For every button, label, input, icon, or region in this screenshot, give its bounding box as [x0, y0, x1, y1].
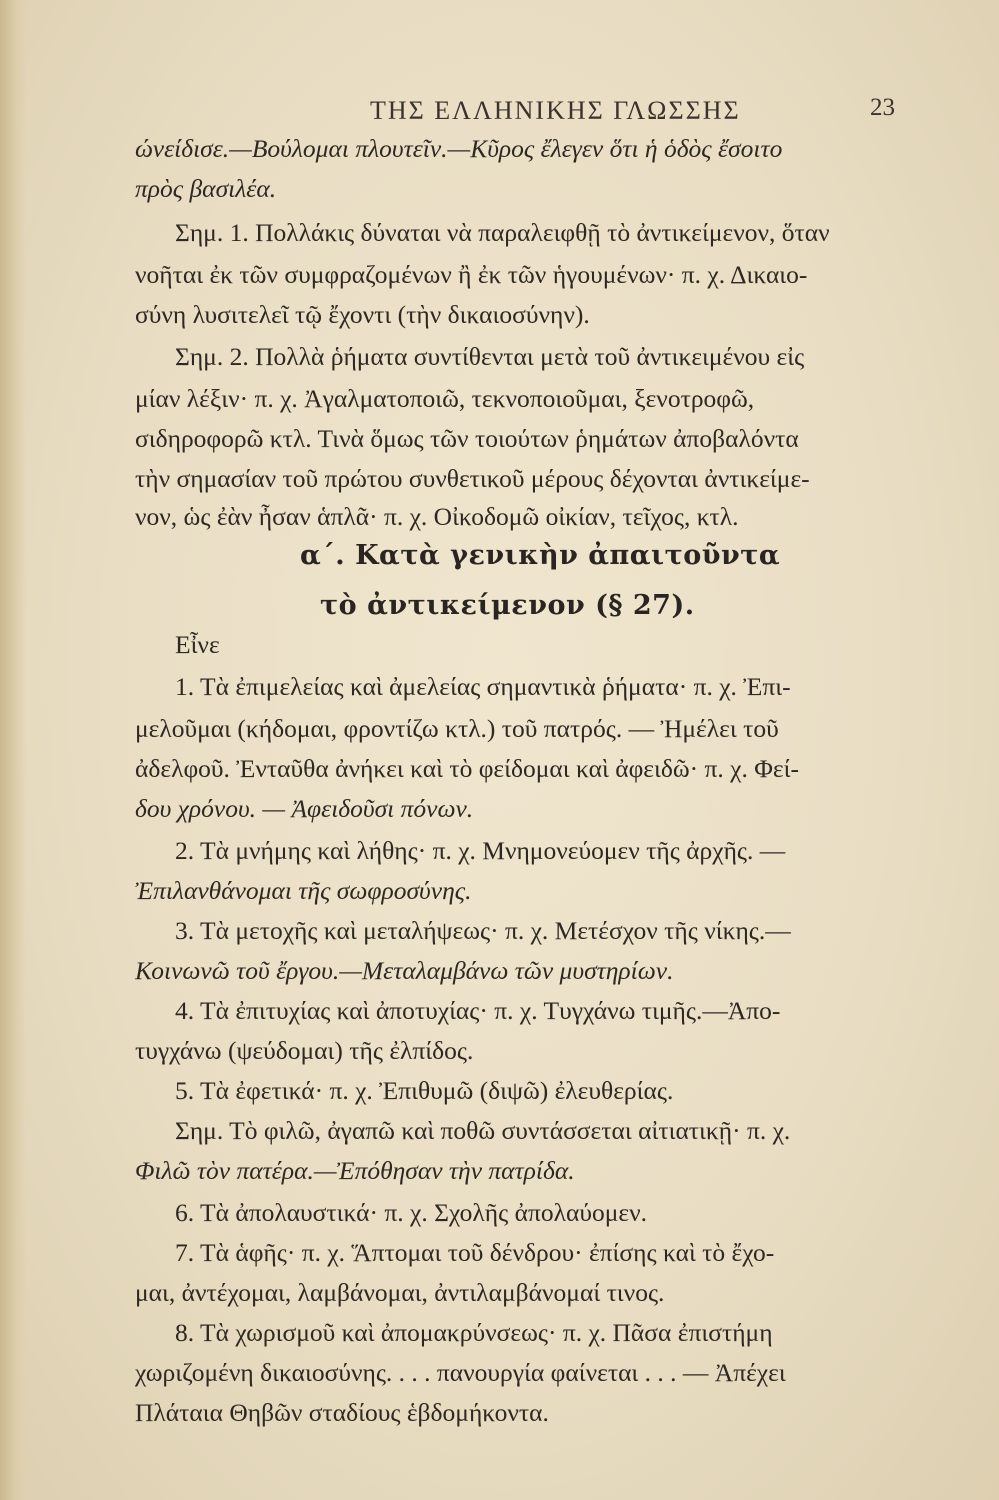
running-head: ΤΗΣ ΕΛΛΗΝΙΚΗΣ ΓΛΩΣΣΗΣ — [370, 96, 741, 125]
text-line: σιδηροφορῶ κτλ. Τινὰ ὅμως τῶν τοιούτων ῥημάτων ἀποβαλόντα — [135, 424, 799, 453]
text-line: Πλάταια Θηβῶν σταδίους ἑβδομήκοντα. — [135, 1398, 549, 1427]
text-line: 7. Τὰ ἁφῆς· π. χ. Ἅπτομαι τοῦ δένδρου· ἐπίσης καὶ τὸ ἔχο- — [175, 1238, 775, 1267]
section-title-line-2: τὸ ἀντικείμενον (§ 27). — [320, 590, 695, 621]
text-line: τὴν σημασίαν τοῦ πρώτου συνθετικοῦ μέρους δέχονται ἀντικείμε- — [135, 464, 810, 493]
text-line: Σημ. 1. Πολλάκις δύναται νὰ παραλειφθῇ τὸ ἀντικείμενον, ὅταν — [175, 218, 830, 247]
text-line: Κοινωνῶ τοῦ ἔργου.—Μεταλαμβάνω τῶν μυστηρίων. — [135, 956, 674, 985]
page-spine-shadow — [0, 0, 26, 1500]
text-line: νον, ὡς ἐὰν ἦσαν ἁπλᾶ· π. χ. Οἰκοδομῶ οἰκίαν, τεῖχος, κτλ. — [135, 502, 739, 531]
text-line: μίαν λέξιν· π. χ. Ἀγαλματοποιῶ, τεκνοποιοῦμαι, ξενοτροφῶ, — [135, 384, 755, 413]
text-line: 2. Τὰ μνήμης καὶ λήθης· π. χ. Μνημονεύομεν τῆς ἀρχῆς. — — [175, 836, 786, 865]
text-line: σύνη λυσιτελεῖ τῷ ἔχοντι (τὴν δικαιοσύνην). — [135, 300, 590, 329]
text-line: νοῆται ἐκ τῶν συμφραζομένων ἢ ἐκ τῶν ἡγουμένων· π. χ. Δικαιο- — [135, 260, 808, 289]
text-line: Φιλῶ τὸν πατέρα.—Ἐπόθησαν τὴν πατρίδα. — [135, 1156, 575, 1185]
text-line: χωριζομένη δικαιοσύνης. . . . πανουργία φαίνεται . . . — Ἀπέχει — [135, 1358, 786, 1387]
text-line: μαι, ἀντέχομαι, λαμβάνομαι, ἀντιλαμβάνομαί τινος. — [135, 1278, 665, 1307]
text-line: 5. Τὰ ἐφετικά· π. χ. Ἐπιθυμῶ (διψῶ) ἐλευθερίας. — [175, 1076, 674, 1105]
text-line: 3. Τὰ μετοχῆς καὶ μεταλήψεως· π. χ. Μετέσχον τῆς νίκης.— — [175, 916, 791, 945]
text-line: 4. Τὰ ἐπιτυχίας καὶ ἀποτυχίας· π. χ. Τυγχάνω τιμῆς.—Ἀπο- — [175, 996, 781, 1025]
page-header — [0, 96, 999, 132]
text-line: δου χρόνου. — Ἀφειδοῦσι πόνων. — [135, 794, 474, 823]
text-line: Ἐπιλανθάνομαι τῆς σωφροσύνης. — [135, 876, 472, 905]
text-line: Σημ. 2. Πολλὰ ῥήματα συντίθενται μετὰ τοῦ ἀντικειμένου εἰς — [175, 342, 805, 371]
text-line: 1. Τὰ ἐπιμελείας καὶ ἀμελείας σημαντικὰ ῥήματα· π. χ. Ἐπι- — [175, 672, 791, 701]
text-line: μελοῦμαι (κήδομαι, φροντίζω κτλ.) τοῦ πατρός. — Ἠμέλει τοῦ — [135, 714, 779, 743]
text-line: τυγχάνω (ψεύδομαι) τῆς ἐλπίδος. — [135, 1036, 474, 1065]
text-line: ἀδελφοῦ. Ἐνταῦθα ἀνήκει καὶ τὸ φείδομαι καὶ ἀφειδῶ· π. χ. Φεί- — [135, 754, 799, 783]
text-line: ώνείδισε.—Βούλομαι πλουτεῖν.—Κῦρος ἔλεγεν ὅτι ἡ ὁδὸς ἔσοιτο — [135, 134, 783, 163]
section-title-line-1: α΄. Κατὰ γενικὴν ἀπαιτοῦντα — [300, 540, 781, 571]
text-line: Σημ. Τὸ φιλῶ, ἀγαπῶ καὶ ποθῶ συντάσσεται αἰτιατικῇ· π. χ. — [175, 1116, 791, 1145]
text-line: πρὸς βασιλέα. — [135, 174, 277, 203]
page-number: 23 — [870, 94, 895, 121]
text-line: 6. Τὰ ἀπολαυστικά· π. χ. Σχολῆς ἀπολαύομεν. — [175, 1198, 647, 1227]
text-line: 8. Τὰ χωρισμοῦ καὶ ἀπομακρύνσεως· π. χ. Πᾶσα ἐπιστήμη — [175, 1318, 773, 1347]
text-line: Εἶνε — [175, 630, 220, 659]
